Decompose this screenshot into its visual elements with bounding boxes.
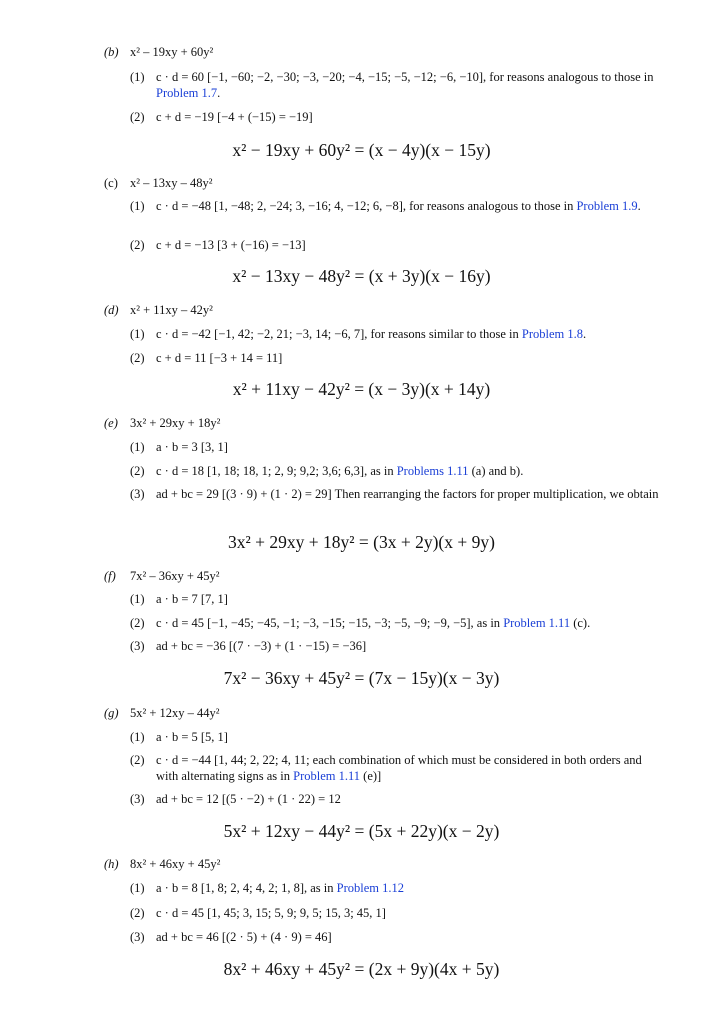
part-label: (d) [104, 303, 119, 317]
part-g-heading [104, 706, 220, 721]
step-text: c + d = −19 [−4 + (−15) = −19] [156, 110, 313, 124]
step-text: ad + bc = 12 [(5 · −2) + (1 · 22) = 12 [156, 792, 341, 806]
part-expression: 3x² + 29xy + 18y² [130, 416, 221, 430]
step-h-2 [130, 906, 660, 922]
equation-text: x² − 19xy + 60y² = (x − 4y)(x − 15y) [232, 140, 491, 160]
part-expression: x² – 13xy – 48y² [130, 176, 213, 190]
step-number: (2) [130, 464, 145, 478]
step-c-1 [130, 199, 660, 215]
step-text: c · d = 18 [1, 18; 18, 1; 2, 9; 9,2; 3,6; 6,3], as in [156, 464, 397, 478]
problem-link[interactable]: Problem 1.7 [156, 85, 218, 100]
step-text: a · b = 8 [1, 8; 2, 4; 4, 2; 1, 8], as in [156, 881, 337, 895]
step-text: a · b = 5 [5, 1] [156, 730, 228, 744]
step-text: c · d = 45 [−1, −45; −45, −1; −3, −15; −15, −3; −5, −9; −9, −5], as in [156, 616, 504, 630]
problem-link[interactable]: Problem 1.8 [521, 327, 583, 341]
step-number: (3) [130, 639, 145, 653]
part-expression: x² – 19xy + 60y² [130, 45, 214, 59]
step-number: (2) [130, 906, 145, 920]
step-b-2 [130, 110, 660, 126]
part-expression: 8x² + 46xy + 45y² [130, 857, 221, 871]
equation-h [0, 958, 723, 980]
step-text: a · b = 7 [7, 1] [156, 592, 228, 606]
part-c-heading [104, 176, 213, 191]
step-text-post: (a) and b). [468, 464, 524, 478]
step-h-1 [130, 881, 660, 897]
part-label: (f) [104, 569, 116, 583]
part-label: (g) [104, 706, 119, 720]
step-f-3 [130, 639, 660, 655]
step-number: (2) [130, 110, 145, 124]
part-label: (c) [104, 176, 118, 190]
step-text-post: . [217, 85, 221, 100]
equation-text: 5x² + 12xy − 44y² = (5x + 22y)(x − 2y) [223, 821, 500, 841]
step-number: (1) [130, 199, 145, 213]
problem-link[interactable]: Problems 1.11 [396, 464, 469, 478]
equation-b [0, 139, 723, 161]
problem-link[interactable]: Problem 1.11 [503, 616, 571, 630]
step-number: (1) [130, 440, 145, 454]
step-text-post: (e)] [360, 768, 382, 783]
step-f-2 [130, 616, 660, 632]
step-text: c · d = −48 [1, −48; 2, −24; 3, −16; 4, −12; 6, −8], for reasons analogous to those in [156, 199, 577, 213]
equation-c [0, 265, 723, 287]
part-expression: 5x² + 12xy – 44y² [130, 706, 220, 720]
part-d-heading [104, 303, 213, 318]
step-text-post: (c). [570, 616, 591, 630]
problem-link[interactable]: Problem 1.12 [336, 881, 404, 895]
part-b-heading [104, 45, 213, 60]
equation-text: 3x² + 29xy + 18y² = (3x + 2y)(x + 9y) [228, 532, 495, 552]
step-d-2 [130, 351, 660, 367]
equation-g [0, 820, 723, 842]
step-text: c + d = 11 [−3 + 14 = 11] [156, 351, 283, 365]
step-number: (2) [130, 351, 145, 365]
part-expression: 7x² – 36xy + 45y² [130, 569, 220, 583]
part-f-heading [104, 569, 220, 584]
step-d-1 [130, 327, 660, 343]
step-number: (2) [130, 753, 145, 767]
step-text-post: . [637, 199, 641, 213]
step-h-3 [130, 930, 660, 946]
step-number: (2) [130, 616, 145, 630]
step-number: (3) [130, 487, 145, 501]
step-b-1 [130, 70, 660, 101]
part-expression: x² + 11xy – 42y² [130, 303, 213, 317]
step-text: c + d = −13 [3 + (−16) = −13] [156, 238, 306, 252]
step-number: (1) [130, 730, 145, 744]
step-number: (2) [130, 238, 145, 252]
step-text: a · b = 3 [3, 1] [156, 440, 228, 454]
step-text-post: . [582, 327, 587, 341]
step-e-2 [130, 464, 660, 480]
step-text: c · d = 45 [1, 45; 3, 15; 5, 9; 9, 5; 15, 3; 45, 1] [156, 906, 386, 920]
step-number: (1) [130, 70, 145, 84]
part-e-heading [104, 416, 220, 431]
equation-f [0, 667, 723, 689]
step-text: c · d = −44 [1, 44; 2, 22; 4, 11; each combination of which must be considered in both orders and with alternating signs as in [156, 753, 642, 783]
part-h-heading [104, 857, 220, 872]
step-g-2 [130, 753, 660, 784]
problem-link[interactable]: Problem 1.11 [293, 768, 361, 783]
equation-d [0, 378, 723, 400]
step-g-3 [130, 792, 660, 808]
step-text: c · d = 60 [−1, −60; −2, −30; −3, −20; −4, −15; −5, −12; −6, −10], for reasons analogous to those in [156, 70, 654, 84]
step-number: (3) [130, 930, 145, 944]
equation-e [0, 531, 723, 553]
step-e-3 [130, 487, 660, 503]
step-text: ad + bc = 46 [(2 · 5) + (4 · 9) = 46] [156, 930, 332, 944]
equation-text: x² + 11xy − 42y² = (x − 3y)(x + 14y) [232, 379, 491, 399]
step-c-2 [130, 238, 660, 254]
part-label: (h) [104, 857, 119, 871]
step-e-1 [130, 440, 660, 456]
part-label: (b) [104, 45, 119, 59]
equation-text: x² − 13xy − 48y² = (x + 3y)(x − 16y) [232, 266, 491, 286]
problem-link[interactable]: Problem 1.9 [576, 199, 638, 213]
step-text: c · d = −42 [−1, 42; −2, 21; −3, 14; −6, 7], for reasons similar to those in [156, 327, 522, 341]
step-number: (3) [130, 792, 145, 806]
step-g-1 [130, 730, 660, 746]
equation-text: 7x² − 36xy + 45y² = (7x − 15y)(x − 3y) [223, 668, 500, 688]
step-f-1 [130, 592, 660, 608]
step-text: ad + bc = −36 [(7 · −3) + (1 · −15) = −36] [156, 639, 367, 653]
step-number: (1) [130, 327, 145, 341]
equation-text: 8x² + 46xy + 45y² = (2x + 9y)(4x + 5y) [223, 959, 500, 979]
step-number: (1) [130, 881, 145, 895]
part-label: (e) [104, 416, 118, 430]
step-text: ad + bc = 29 [(3 · 9) + (1 · 2) = 29] Then rearranging the factors for proper multiplication, we obtain [156, 487, 659, 501]
step-number: (1) [130, 592, 145, 606]
